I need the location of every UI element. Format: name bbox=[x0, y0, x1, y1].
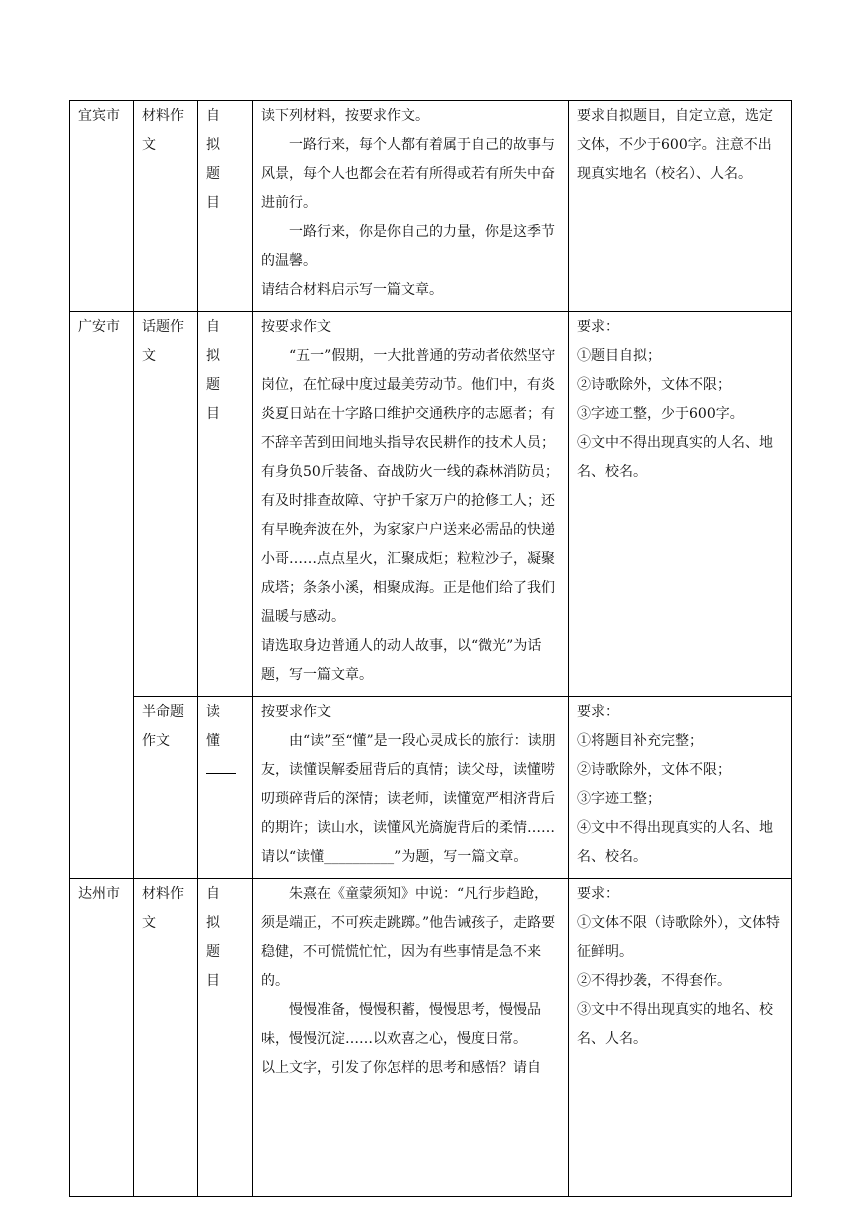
material-closing: 以上文字，引发了你怎样的思考和感悟？请自 bbox=[261, 1060, 541, 1076]
table-row bbox=[70, 101, 792, 312]
requirements-cell bbox=[569, 879, 792, 1197]
material-paragraph: 朱熹在《童蒙须知》中说：“凡行步趋跄，须是端正，不可疾走跳踯。”他告诫孩子，走路要稳健，不可慌慌忙忙，因为有些事情是急不来的。 bbox=[261, 886, 556, 989]
material-intro: 按要求作文 bbox=[261, 319, 331, 335]
material-cell bbox=[253, 312, 569, 697]
requirement-item: ②诗歌除外，文体不限； bbox=[577, 377, 731, 393]
requirements-cell bbox=[569, 312, 792, 697]
essay-title-cell: 自拟题目 bbox=[198, 312, 253, 697]
requirement-item: ①题目自拟； bbox=[577, 348, 661, 364]
requirement-item: 要求： bbox=[577, 319, 619, 335]
material-cell bbox=[253, 697, 569, 879]
table-row bbox=[70, 879, 792, 1197]
essay-type-cell: 半命题作文 bbox=[134, 697, 198, 879]
material-closing: 请选取身边普通人的动人故事，以“微光”为话题，写一篇文章。 bbox=[261, 638, 542, 683]
essay-type-cell: 材料作文 bbox=[134, 879, 198, 1197]
requirement-item: ④文中不得出现真实的人名、地名、校名。 bbox=[577, 820, 773, 865]
requirement-item: ③字迹工整； bbox=[577, 791, 661, 807]
table-row bbox=[70, 312, 792, 697]
essay-type-cell: 话题作文 bbox=[134, 312, 198, 697]
requirement-item: ④文中不得出现真实的人名、地名、校名。 bbox=[577, 435, 773, 480]
material-paragraph: “五一”假期，一大批普通的劳动者依然坚守岗位，在忙碌中度过最美劳动节。他们中，有炎炎夏日站在十字路口维护交通秩序的志愿者；有不辞辛苦到田间地头指导农民耕作的技术人员；有身负50斤装备、奋战防火一线的森林消防员；有及时排查故障、守护千家万户的抢修工人；还有早晚奔波在外，为家家户户送来必需品的快递小哥……点点星火，汇聚成炬；粒粒沙子，凝聚成塔；条条小溪，相聚成海。正是他们给了我们温暖与感动。 bbox=[261, 348, 559, 625]
requirement-item: ①将题目补充完整； bbox=[577, 733, 703, 749]
requirements-cell bbox=[569, 697, 792, 879]
material-cell bbox=[253, 879, 569, 1197]
material-closing: 请以“读懂__________”为题，写一篇文章。 bbox=[261, 849, 528, 865]
essay-title-text: 读懂 bbox=[206, 704, 234, 749]
city-cell: 达州市 bbox=[70, 879, 134, 1197]
essay-title-cell: 自拟题目 bbox=[198, 879, 253, 1197]
city-cell: 宜宾市 bbox=[70, 101, 134, 312]
requirement-item: 要求： bbox=[577, 704, 619, 720]
requirement-item: 要求： bbox=[577, 886, 619, 902]
material-closing: 请结合材料启示写一篇文章。 bbox=[261, 282, 443, 298]
material-paragraph: 由“读”至“懂”是一段心灵成长的旅行：读朋友，读懂误解委屈背后的真情；读父母，读懂唠叨琐碎背后的深情；读老师，读懂宽严相济背后的期许；读山水，读懂风光旖旎背后的柔情…… bbox=[261, 733, 556, 836]
requirement-item: ①文体不限（诗歌除外），文体特征鲜明。 bbox=[577, 915, 780, 960]
essay-type-cell: 材料作文 bbox=[134, 101, 198, 312]
material-intro: 按要求作文 bbox=[261, 704, 331, 720]
material-paragraph: 一路行来，每个人都有着属于自己的故事与风景，每个人也都会在若有所得或若有所失中奋进前行。 bbox=[261, 137, 555, 211]
material-paragraph: 一路行来，你是你自己的力量，你是这季节的温馨。 bbox=[261, 224, 555, 269]
table-row bbox=[70, 697, 792, 879]
essay-title-cell bbox=[198, 697, 253, 879]
essay-title-cell: 自拟题目 bbox=[198, 101, 253, 312]
essay-prompts-table bbox=[69, 100, 792, 1197]
requirement-item: 要求自拟题目，自定立意，选定文体，不少于600字。注意不出现真实地名（校名）、人名。 bbox=[577, 108, 773, 182]
requirements-cell bbox=[569, 101, 792, 312]
material-paragraph: 慢慢准备，慢慢积蓄，慢慢思考，慢慢品味，慢慢沉淀……以欢喜之心，慢度日常。 bbox=[261, 1002, 541, 1047]
title-blank-line bbox=[206, 759, 236, 774]
material-cell bbox=[253, 101, 569, 312]
material-intro: 读下列材料，按要求作文。 bbox=[261, 108, 429, 124]
city-cell: 广安市 bbox=[70, 312, 134, 879]
requirement-item: ②诗歌除外，文体不限； bbox=[577, 762, 731, 778]
requirement-item: ②不得抄袭，不得套作。 bbox=[577, 973, 731, 989]
requirement-item: ③字迹工整，少于600字。 bbox=[577, 406, 744, 422]
requirement-item: ③文中不得出现真实的地名、校名、人名。 bbox=[577, 1002, 773, 1047]
